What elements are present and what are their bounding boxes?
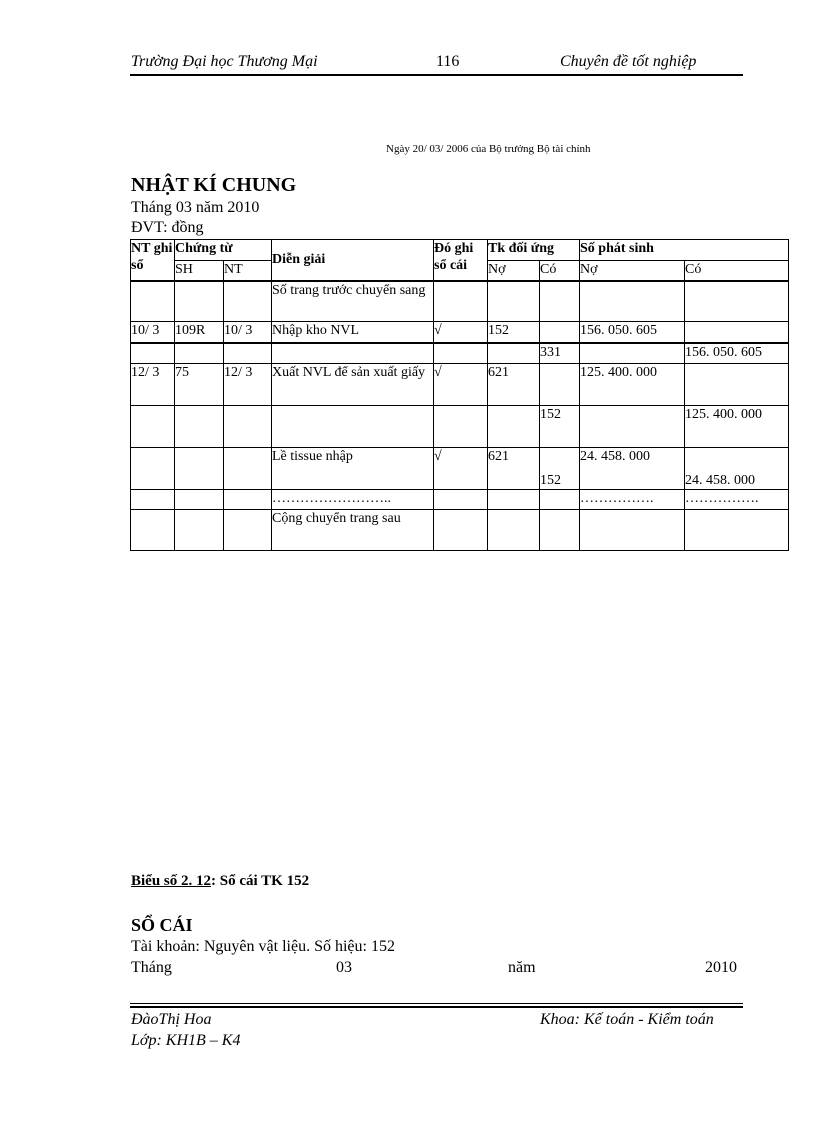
ledger-caption <box>131 873 309 890</box>
cell-tk-no <box>488 510 540 551</box>
journal-title: NHẬT KÍ CHUNG <box>131 174 297 196</box>
cell-tick: √ <box>434 364 488 406</box>
table-row <box>131 322 789 343</box>
journal-table <box>130 239 789 551</box>
th-tk-doi-ung: Tk đối ứng <box>488 240 580 261</box>
th-nt-ghi: NT ghi sổ <box>131 240 175 281</box>
cell-ps-co: ……………. <box>685 490 789 510</box>
cell-sh: 75 <box>175 364 224 406</box>
decree-note: Ngày 20/ 03/ 2006 của Bộ trưởng Bộ tài chính <box>386 143 591 155</box>
cell-ps-no <box>580 281 685 322</box>
cell-tick: √ <box>434 448 488 490</box>
cell-nt <box>224 510 272 551</box>
ledger-caption-rest: : Sổ cái TK 152 <box>211 873 310 889</box>
cell-tick: √ <box>434 322 488 343</box>
cell-nt-ghi <box>131 343 175 364</box>
th-da-ghi: Đó ghi sổ cái <box>434 240 488 281</box>
table-row <box>131 510 789 551</box>
cell-desc <box>272 406 434 448</box>
ledger-year-value: 2010 <box>705 959 737 976</box>
cell-sh <box>175 490 224 510</box>
cell-ps-co: 156. 050. 605 <box>685 343 789 364</box>
cell-nt-ghi <box>131 490 175 510</box>
footer-author: ĐàoThị Hoa <box>131 1011 212 1028</box>
cell-nt-ghi: 12/ 3 <box>131 364 175 406</box>
cell-desc: …………………….. <box>272 490 434 510</box>
th-sh: SH <box>175 261 224 281</box>
cell-tk-no <box>488 406 540 448</box>
cell-tk-co <box>540 322 580 343</box>
ledger-caption-label: Biểu số 2. 12 <box>131 873 212 889</box>
cell-tk-co <box>540 510 580 551</box>
table-row <box>131 448 789 490</box>
cell-ps-no <box>580 510 685 551</box>
cell-tk-no <box>488 343 540 364</box>
th-chung-tu: Chứng từ <box>175 240 272 261</box>
page-number: 116 <box>436 53 460 70</box>
cell-tk-co: 152 <box>540 448 580 490</box>
cell-nt-ghi: 10/ 3 <box>131 322 175 343</box>
cell-tk-no: 621 <box>488 448 540 490</box>
cell-desc: Nhập kho NVL <box>272 322 434 343</box>
cell-tick <box>434 510 488 551</box>
cell-nt <box>224 448 272 490</box>
cell-ps-co <box>685 364 789 406</box>
th-no: Nợ <box>488 261 540 281</box>
ledger-title: SỔ CÁI <box>131 915 193 935</box>
cell-nt-ghi <box>131 510 175 551</box>
table-row <box>131 490 789 510</box>
cell-sh <box>175 281 224 322</box>
header-doc-type: Chuyên đề tốt nghiệp <box>560 53 697 70</box>
cell-tick <box>434 343 488 364</box>
cell-tick <box>434 490 488 510</box>
journal-unit: ĐVT: đồng <box>131 219 204 236</box>
cell-tk-co <box>540 281 580 322</box>
cell-nt <box>224 343 272 364</box>
cell-ps-no: ……………. <box>580 490 685 510</box>
footer-rule-bottom <box>130 1006 743 1008</box>
cell-tick <box>434 281 488 322</box>
cell-nt: 10/ 3 <box>224 322 272 343</box>
cell-sh <box>175 448 224 490</box>
header-rule <box>130 74 743 76</box>
cell-ps-no: 125. 400. 000 <box>580 364 685 406</box>
cell-tk-no <box>488 490 540 510</box>
table-row <box>131 281 789 322</box>
footer-class: Lớp: KH1B – K4 <box>131 1032 241 1049</box>
cell-tick <box>434 406 488 448</box>
cell-nt-ghi <box>131 281 175 322</box>
cell-ps-co <box>685 281 789 322</box>
th-ps-no: Nợ <box>580 261 685 281</box>
ledger-year-label: năm <box>508 959 536 976</box>
cell-desc <box>272 343 434 364</box>
cell-ps-no: 24. 458. 000 <box>580 448 685 490</box>
ledger-month-value: 03 <box>336 959 352 976</box>
th-so-phat-sinh: Số phát sinh <box>580 240 789 261</box>
th-dien-giai: Diễn giải <box>272 240 434 281</box>
header-school: Trường Đại học Thương Mại <box>131 53 318 70</box>
table-header-row <box>131 240 789 261</box>
th-ps-co: Có <box>685 261 789 281</box>
cell-desc: Xuất NVL để sản xuất giấy <box>272 364 434 406</box>
footer-rule-top <box>130 1003 743 1004</box>
cell-tk-co: 152 <box>540 406 580 448</box>
cell-tk-co: 331 <box>540 343 580 364</box>
ledger-month-label: Tháng <box>131 959 172 976</box>
table-row <box>131 364 789 406</box>
cell-sh <box>175 510 224 551</box>
cell-sh: 109R <box>175 322 224 343</box>
cell-ps-co <box>685 322 789 343</box>
cell-sh <box>175 406 224 448</box>
cell-ps-no <box>580 343 685 364</box>
cell-desc: Lề tissue nhập <box>272 448 434 490</box>
cell-nt <box>224 281 272 322</box>
cell-ps-co: 24. 458. 000 <box>685 448 789 490</box>
cell-ps-co: 125. 400. 000 <box>685 406 789 448</box>
th-co: Có <box>540 261 580 281</box>
cell-sh <box>175 343 224 364</box>
cell-tk-no: 621 <box>488 364 540 406</box>
cell-desc: Số trang trước chuyển sang <box>272 281 434 322</box>
cell-nt-ghi <box>131 448 175 490</box>
journal-month: Tháng 03 năm 2010 <box>131 199 260 216</box>
cell-tk-no: 152 <box>488 322 540 343</box>
cell-ps-no <box>580 406 685 448</box>
cell-desc: Cộng chuyển trang sau <box>272 510 434 551</box>
cell-nt-ghi <box>131 406 175 448</box>
footer-faculty: Khoa: Kế toán - Kiểm toán <box>540 1011 714 1028</box>
cell-nt <box>224 406 272 448</box>
cell-tk-no <box>488 281 540 322</box>
cell-tk-co <box>540 490 580 510</box>
cell-tk-co <box>540 364 580 406</box>
ledger-account: Tài khoản: Nguyên vật liệu. Số hiệu: 152 <box>131 938 395 955</box>
cell-nt <box>224 490 272 510</box>
table-row <box>131 343 789 364</box>
cell-ps-no: 156. 050. 605 <box>580 322 685 343</box>
cell-nt: 12/ 3 <box>224 364 272 406</box>
table-row <box>131 406 789 448</box>
cell-ps-co <box>685 510 789 551</box>
th-nt: NT <box>224 261 272 281</box>
